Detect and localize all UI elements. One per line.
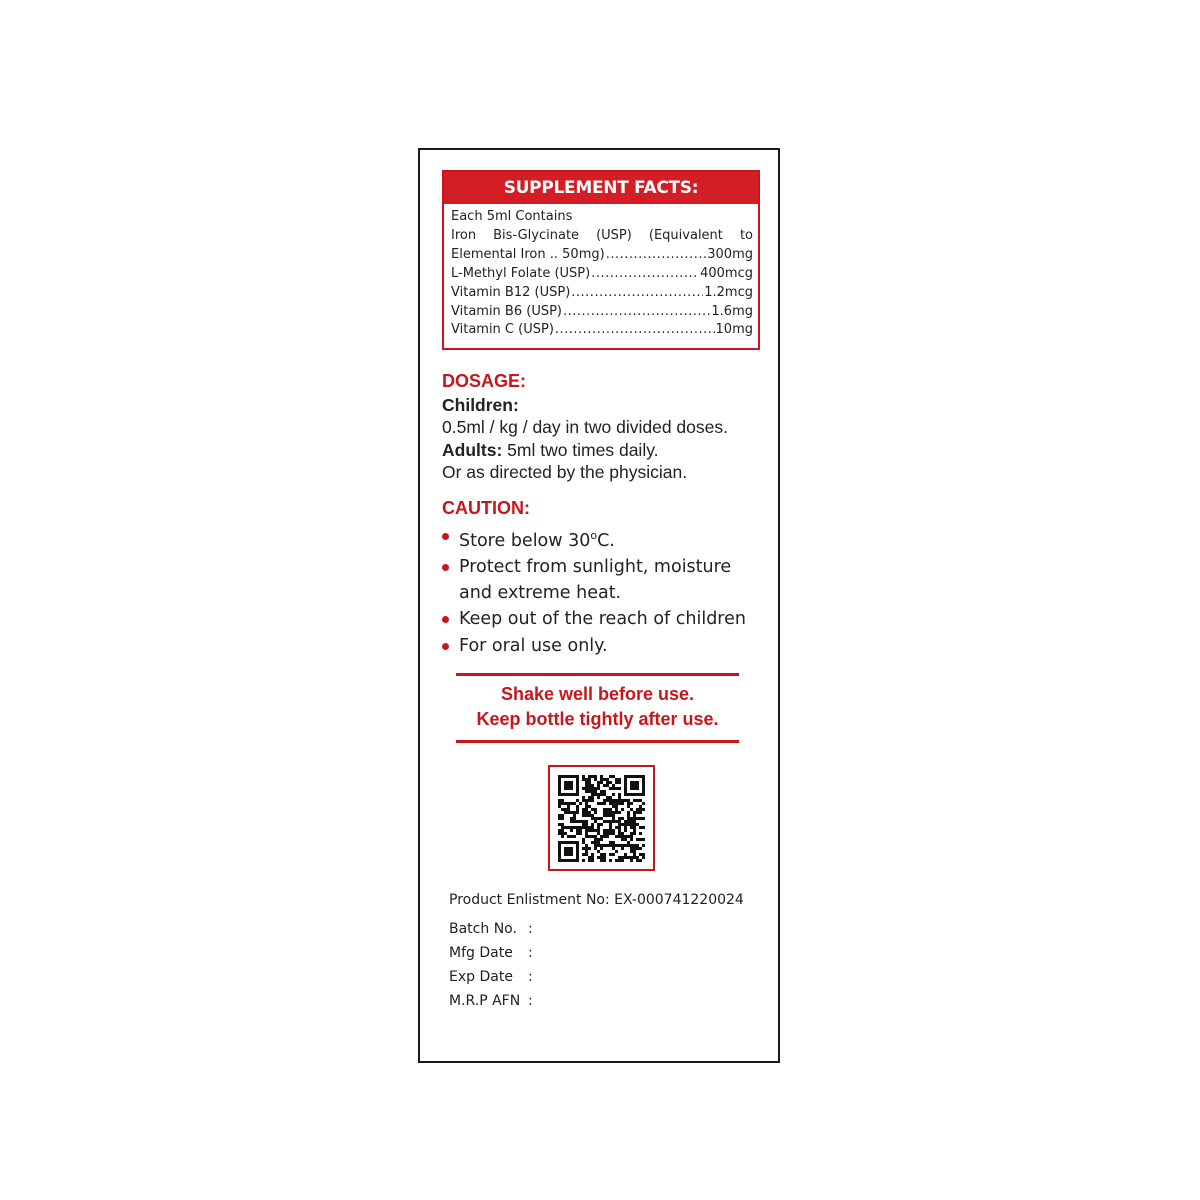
caution-title: CAUTION: — [442, 498, 530, 518]
notice-top-rule — [456, 673, 739, 676]
supplement-facts-box — [442, 170, 760, 350]
exp-date-value: : — [528, 969, 533, 985]
dosage-adults-line — [442, 439, 728, 462]
facts-row-amount: 1.6mg — [711, 303, 753, 319]
exp-date-field — [449, 965, 744, 989]
mfg-date-label: Mfg Date — [449, 945, 513, 961]
facts-row-name: Vitamin B6 (USP) — [451, 303, 563, 319]
dosage-children-text: 0.5ml / kg / day in two divided doses. — [442, 417, 728, 437]
dosage-title: DOSAGE: — [442, 371, 527, 391]
dosage-adults-text: 5ml two times daily. — [502, 439, 659, 460]
batch-label: Batch No. — [449, 921, 517, 937]
facts-row — [451, 246, 753, 265]
notice-bottom-rule — [456, 740, 739, 743]
facts-row-name: L-Methyl Folate (USP) — [451, 265, 591, 281]
caution-protect-line2: and extreme heat. — [459, 583, 622, 604]
caution-store-unit: C. — [597, 530, 615, 551]
dosage-adults-label: Adults: — [442, 439, 503, 460]
bullet-icon — [442, 616, 449, 623]
facts-row — [451, 284, 753, 303]
mfg-date-field — [449, 941, 744, 965]
supplement-facts-body — [444, 204, 758, 340]
caution-item — [442, 554, 746, 606]
facts-row-leader — [555, 321, 715, 340]
caution-reach-text: Keep out of the reach of children — [459, 609, 746, 630]
shake-notice-line1: Shake well before use. — [500, 684, 695, 704]
caution-oral-text: For oral use only. — [459, 635, 608, 656]
facts-row-amount: 300mg — [707, 246, 753, 262]
shake-notice — [456, 682, 739, 732]
bullet-icon — [442, 643, 449, 650]
facts-row-leader — [606, 246, 707, 265]
facts-row-leader — [571, 284, 703, 303]
caution-list — [442, 523, 746, 659]
facts-row-leader — [563, 303, 710, 322]
facts-row — [451, 303, 753, 322]
caution-item — [442, 523, 746, 554]
facts-row-leader — [591, 265, 699, 284]
mrp-label: M.R.P AFN — [449, 993, 521, 1009]
caution-section — [442, 498, 746, 659]
product-info — [449, 892, 744, 1013]
caution-protect-line1: Protect from sunlight, moisture — [459, 557, 732, 578]
facts-row — [451, 265, 753, 284]
facts-row-amount: 1.2mcg — [704, 284, 753, 300]
facts-row-name: Vitamin C (USP) — [451, 322, 554, 338]
caution-store-text: Store below 30 — [459, 530, 591, 551]
facts-row-name: Vitamin B12 (USP) — [451, 284, 571, 300]
supplement-facts-title: SUPPLEMENT FACTS: — [444, 172, 758, 204]
facts-intro: Each 5ml Contains — [451, 209, 573, 224]
caution-item — [442, 606, 746, 632]
facts-iron-line: Iron Bis-Glycinate (USP) (Equivalent to — [451, 227, 753, 243]
facts-row — [451, 321, 753, 340]
qr-code-frame — [548, 765, 655, 871]
degree-symbol: o — [590, 529, 598, 542]
mfg-date-value: : — [528, 945, 533, 961]
enlistment-number: Product Enlistment No: EX-000741220024 — [449, 892, 744, 908]
bullet-icon — [442, 533, 449, 540]
mrp-field — [449, 989, 744, 1013]
dosage-physician-text: Or as directed by the physician. — [442, 462, 688, 482]
qr-code-icon — [558, 775, 645, 862]
batch-value: : — [528, 921, 533, 937]
facts-row-amount: 10mg — [715, 322, 753, 338]
dosage-children-label: Children: — [442, 394, 519, 415]
exp-date-label: Exp Date — [449, 969, 513, 985]
mrp-value: : — [528, 993, 533, 1009]
dosage-section — [442, 370, 728, 484]
facts-row-name: Elemental Iron .. 50mg) — [451, 246, 605, 262]
batch-field — [449, 917, 744, 941]
bullet-icon — [442, 564, 449, 571]
facts-row-amount: 400mcg — [700, 265, 753, 281]
caution-item — [442, 633, 746, 659]
label-panel — [418, 148, 780, 1063]
shake-notice-line2: Keep bottle tightly after use. — [476, 709, 719, 729]
